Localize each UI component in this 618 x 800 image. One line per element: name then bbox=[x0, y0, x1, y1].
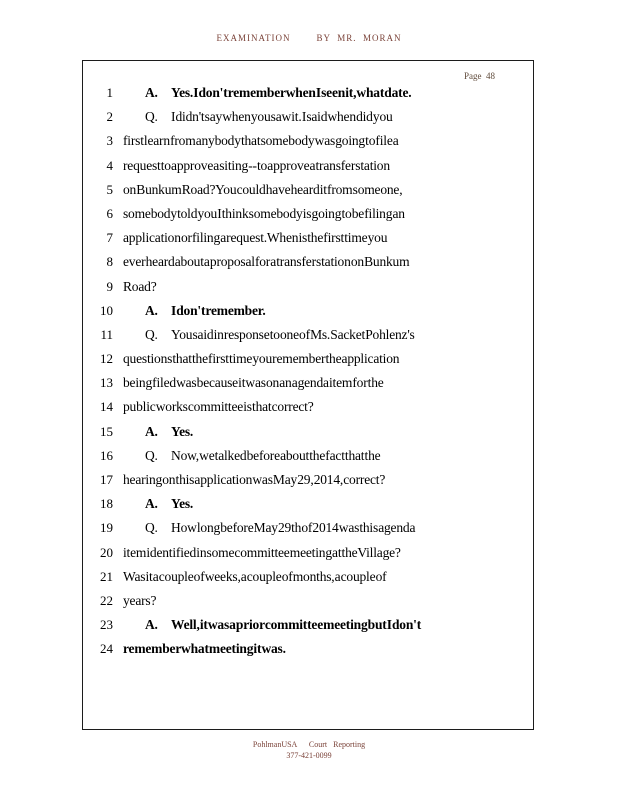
line-number: 17 bbox=[100, 472, 113, 487]
transcript-line bbox=[83, 399, 533, 423]
line-text: on Bunkum Road? You could have heard it from someone, bbox=[123, 181, 403, 197]
line-text: A. I don't remember. bbox=[145, 302, 266, 318]
examination-header: EXAMINATION BY MR. MORAN bbox=[216, 33, 402, 43]
line-number: 14 bbox=[100, 399, 113, 415]
line-number: 2 bbox=[106, 109, 113, 125]
line-number: 12 bbox=[100, 351, 113, 367]
line-text: years? bbox=[123, 592, 157, 608]
transcript-line bbox=[83, 279, 533, 303]
line-number: 16 bbox=[100, 447, 113, 463]
footer-phone-number: 377-421-0099 bbox=[286, 751, 332, 760]
line-number: 7 bbox=[106, 230, 113, 246]
line-text: Q. I didn't say when you saw it. I said when did you bbox=[145, 109, 393, 125]
line-number: 15 bbox=[100, 423, 113, 439]
transcript-line bbox=[83, 424, 533, 448]
line-number: 6 bbox=[106, 205, 113, 221]
line-number: 13 bbox=[100, 375, 113, 391]
transcript-line bbox=[83, 206, 533, 230]
transcript-box bbox=[82, 60, 534, 730]
transcript-line bbox=[83, 85, 533, 109]
line-text: A. Yes. I don't remember when I seen it, what date. bbox=[145, 85, 412, 100]
transcript-line bbox=[83, 448, 533, 472]
transcript-line bbox=[83, 545, 533, 569]
line-number: 9 bbox=[106, 278, 113, 294]
line-number: 22 bbox=[100, 592, 113, 608]
line-text: application or filing a request. When is the first time you bbox=[123, 230, 388, 246]
transcript-line bbox=[83, 230, 533, 254]
line-text: remember what meeting it was. bbox=[123, 641, 286, 657]
line-number: 21 bbox=[100, 568, 113, 584]
line-text: somebody told you I think somebody is going to be filing an bbox=[123, 205, 405, 221]
line-text: being filed was because it was on an agenda item for the bbox=[123, 375, 384, 391]
line-text: first learn from anybody that somebody was going to file a bbox=[123, 133, 399, 149]
line-number: 20 bbox=[100, 544, 113, 560]
transcript-line bbox=[83, 375, 533, 399]
page-number-label: Page 48 bbox=[464, 71, 495, 81]
transcript-line bbox=[83, 617, 533, 641]
line-text: A. Yes. bbox=[145, 423, 194, 439]
transcript-line bbox=[83, 593, 533, 617]
transcript-line bbox=[83, 303, 533, 327]
transcript-line bbox=[83, 351, 533, 375]
line-number: 19 bbox=[100, 520, 113, 536]
line-number: 4 bbox=[106, 157, 113, 173]
line-text: Was it a couple of weeks, a couple of months, a couple of bbox=[123, 568, 387, 584]
transcript-line bbox=[83, 496, 533, 520]
line-number: 18 bbox=[100, 496, 113, 512]
transcript-line bbox=[83, 641, 533, 665]
transcript-line bbox=[83, 254, 533, 278]
line-text: item identified in some committee meeting at the Village? bbox=[123, 544, 401, 560]
line-text: ever heard about a proposal for a transfer station on Bunkum bbox=[123, 254, 410, 270]
line-number: 8 bbox=[106, 254, 113, 270]
line-number: 5 bbox=[106, 181, 113, 197]
transcript-line bbox=[83, 133, 533, 157]
line-number: 3 bbox=[106, 133, 113, 149]
transcript-line bbox=[83, 182, 533, 206]
transcript-line bbox=[83, 327, 533, 351]
line-text: Q. You said in response to one of Ms. Sacket Pohlenz's bbox=[145, 326, 415, 342]
transcript-line bbox=[83, 472, 533, 496]
line-text: A. Yes. bbox=[145, 496, 194, 512]
line-text: questions that the first time you remember the application bbox=[123, 351, 400, 367]
transcript-line bbox=[83, 520, 533, 544]
line-text: A. Well, it was a prior committee meeting but I don't bbox=[145, 617, 421, 633]
line-number: 1 bbox=[106, 85, 113, 100]
line-text: hearing on this application was May 29, 2014, correct? bbox=[123, 472, 386, 487]
line-text: Road? bbox=[123, 278, 157, 294]
line-text: public works committee is that correct? bbox=[123, 399, 314, 415]
transcript-line bbox=[83, 158, 533, 182]
line-text: Q. How long before May 29th of 2014 was this agenda bbox=[145, 520, 416, 536]
line-text: request to approve a siting -- to approve a transfer station bbox=[123, 157, 390, 173]
transcript-line bbox=[83, 569, 533, 593]
line-number: 24 bbox=[100, 641, 113, 657]
line-number: 11 bbox=[100, 326, 113, 342]
transcript-lines bbox=[83, 85, 533, 666]
line-number: 23 bbox=[100, 617, 113, 633]
transcript-line bbox=[83, 109, 533, 133]
line-number: 10 bbox=[100, 302, 113, 318]
line-text: Q. Now, we talked before about the fact that the bbox=[145, 447, 381, 463]
footer-court-reporting: PohlmanUSA Court Reporting bbox=[252, 740, 366, 749]
